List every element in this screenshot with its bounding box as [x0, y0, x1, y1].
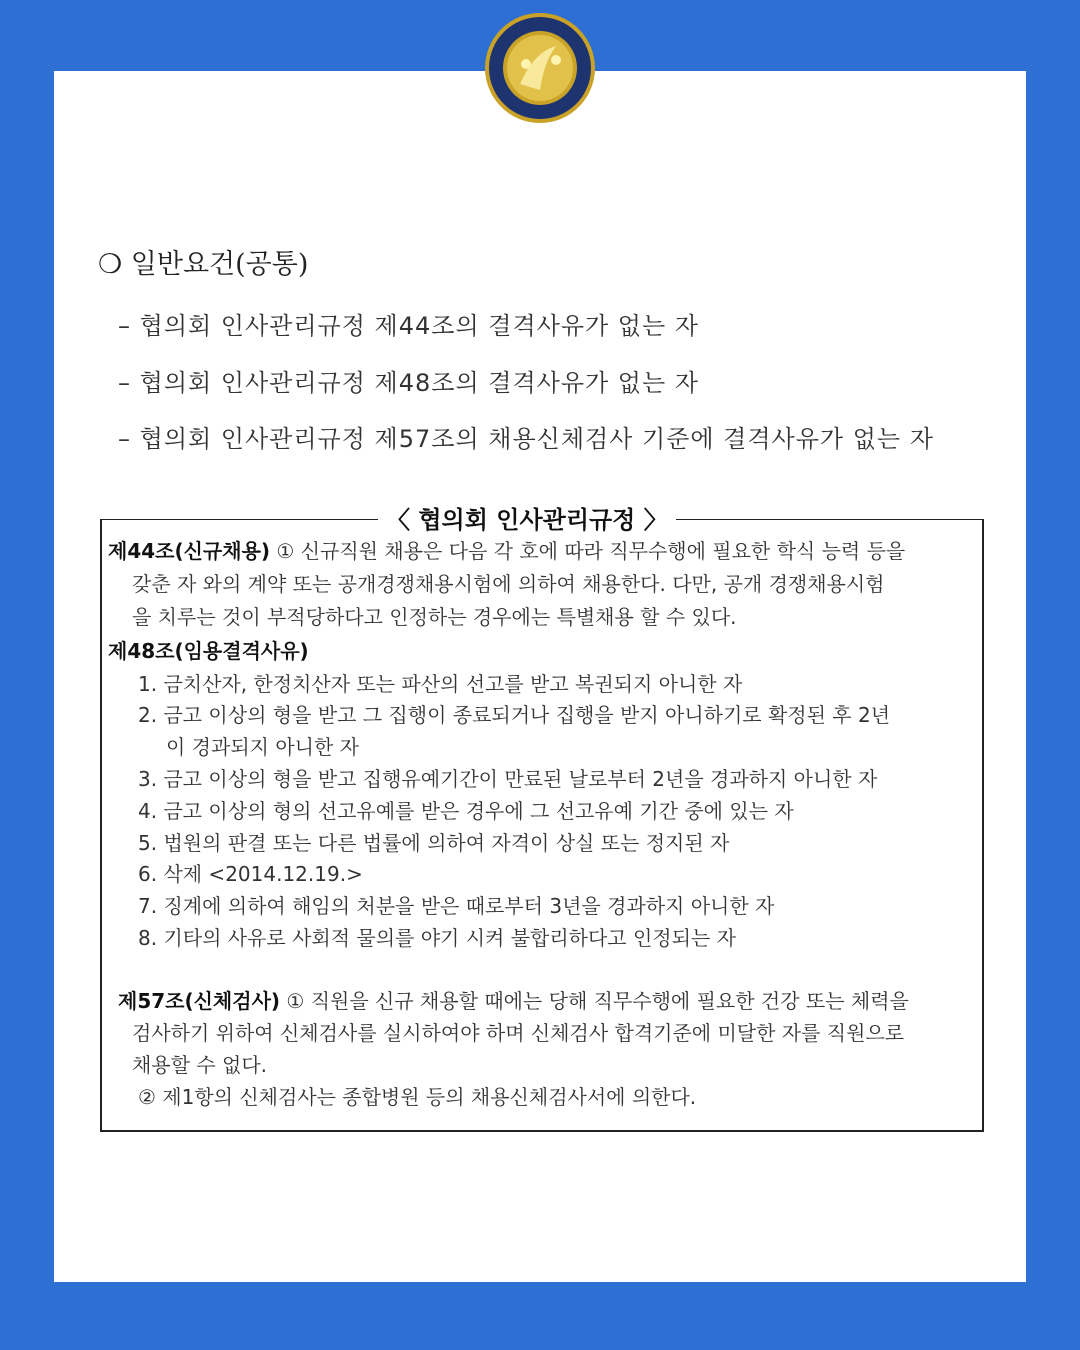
article-48-item: 이 경과되지 아니한 자 [166, 735, 359, 759]
article-48-item: 7. 징계에 의하여 해임의 처분을 받은 때로부터 3년을 경과하지 아니한 자 [138, 894, 775, 918]
association-logo [484, 12, 596, 124]
article-44-line: 갖춘 자 와의 계약 또는 공개경쟁채용시험에 의하여 채용한다. 다만, 공개 경쟁채용시험 [132, 572, 885, 596]
article-48-title: 제48조(임용결격사유) [108, 639, 309, 663]
article-48-item: 3. 금고 이상의 형을 받고 집행유예기간이 만료된 날로부터 2년을 경과하지 아니한 자 [138, 767, 878, 791]
article-48-item: 4. 금고 이상의 형의 선고유예를 받은 경우에 그 선고유예 기간 중에 있는 자 [138, 799, 794, 823]
article-48-item: 5. 법원의 판결 또는 다른 법률에 의하여 자격이 상실 또는 정지된 자 [138, 831, 730, 855]
regulation-title: 〈 협의회 인사관리규정 〉 [378, 500, 676, 535]
article-44-title: 제44조(신규채용) [108, 539, 271, 563]
article-57-title: 제57조(신체검사) [118, 989, 281, 1013]
article-57-line: ② 제1항의 신체검사는 종합병원 등의 채용신체검사서에 의한다. [138, 1085, 697, 1109]
article-48-item: 6. 삭제 <2014.12.19.> [138, 862, 363, 886]
article-57-line: 제57조(신체검사) ① 직원을 신규 채용할 때에는 당해 직무수행에 필요한 건강 또는 체력을 [118, 989, 909, 1013]
article-48-item: 1. 금치산자, 한정치산자 또는 파산의 선고를 받고 복권되지 아니한 자 [138, 672, 743, 696]
article-57-line: 검사하기 위하여 신체검사를 실시하여야 하며 신체검사 합격기준에 미달한 자를 직원으로 [132, 1021, 905, 1045]
article-44-line: 을 치루는 것이 부적당하다고 인정하는 경우에는 특별채용 할 수 있다. [132, 605, 737, 629]
requirement-item: – 협의회 인사관리규정 제48조의 결격사유가 없는 자 [118, 369, 699, 397]
article-48-item: 8. 기타의 사유로 사회적 물의를 야기 시켜 불합리하다고 인정되는 자 [138, 926, 736, 950]
article-44-line: 제44조(신규채용) ① 신규직원 채용은 다음 각 호에 따라 직무수행에 필요한 학식 능력 등을 [108, 539, 906, 563]
section-heading: ❍ 일반요건(공통) [98, 249, 309, 280]
article-48-item: 2. 금고 이상의 형을 받고 그 집행이 종료되거나 집행을 받지 아니하기로 확정된 후 2년 [138, 703, 891, 727]
article-57-line: 채용할 수 없다. [132, 1053, 267, 1077]
requirement-item: – 협의회 인사관리규정 제44조의 결격사유가 없는 자 [118, 312, 699, 340]
requirement-item: – 협의회 인사관리규정 제57조의 채용신체검사 기준에 결격사유가 없는 자 [118, 425, 934, 453]
